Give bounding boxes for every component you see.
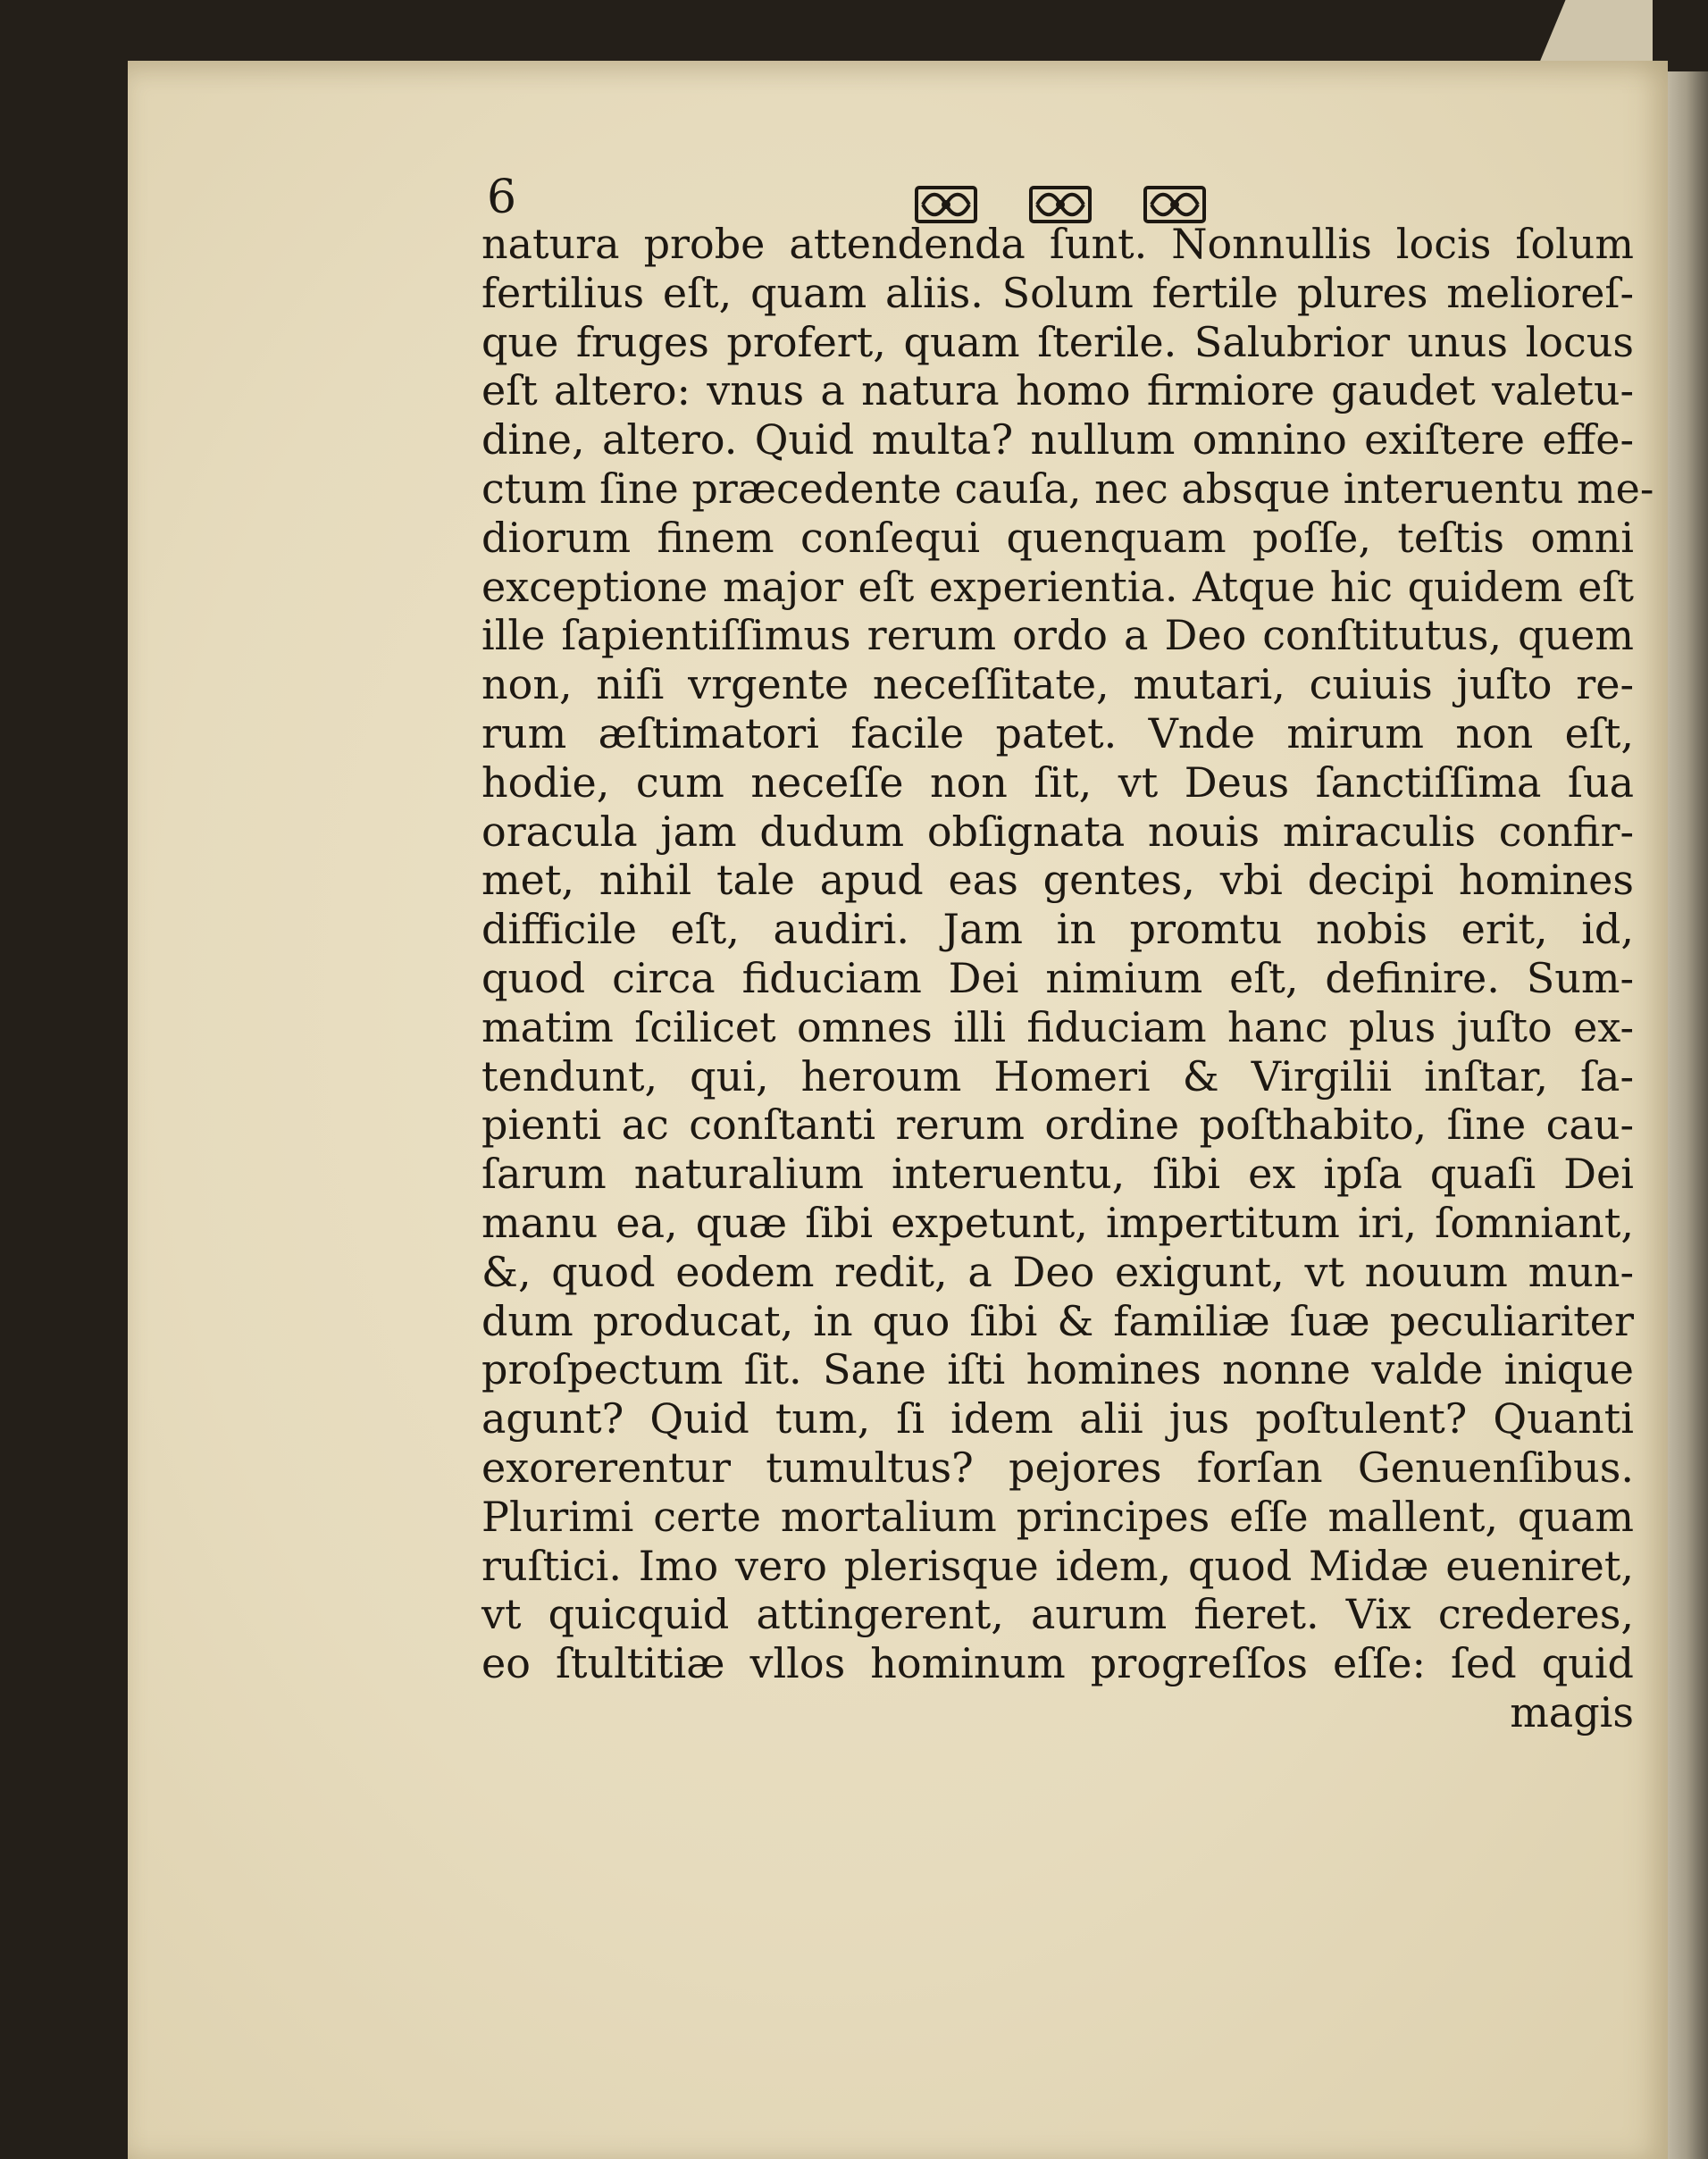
text-line: exceptione major eſt experientia. Atque hic quidem eſt [481,562,1634,611]
text-line: hodie, cum neceſſe non ſit, vt Deus ſanctiſſima ſua [481,757,1634,807]
text-line: ille ſapientiſſimus rerum ordo a Deo conſtitutus, quem [481,611,1634,660]
text-line: diorum finem conſequi quenquam poſſe, teſtis omni [481,513,1634,562]
text-line: dine, altero. Quid multa? nullum omnino exiſtere effe- [481,415,1634,464]
text-line: met, nihil tale apud eas gentes, vbi decipi homines [481,856,1634,905]
body-text [481,220,1654,1737]
text-line: agunt? Quid tum, ſi idem alii jus poſtulent? Quanti [481,1394,1634,1444]
text-line: exorerentur tumultus? pejores forſan Genuenſibus. [481,1443,1634,1492]
text-line: pienti ac conſtanti rerum ordine poſthabito, ſine cau- [481,1100,1634,1150]
text-line: vt quicquid attingerent, aurum fieret. Vix crederes, [481,1590,1634,1639]
catchword: magis [1510,1687,1634,1736]
page-number: 6 [487,171,517,224]
text-line: ſarum naturalium interuentu, ſibi ex ipſa quaſi Dei [481,1150,1634,1199]
page-header [128,61,1668,239]
text-line: fertilius eſt, quam aliis. Solum fertile plures melioreſ- [481,268,1634,317]
text-line: matim ſcilicet omnes illi fiduciam hanc plus juſto ex- [481,1002,1634,1051]
text-line: &, quod eodem redit, a Deo exigunt, vt nouum mun- [481,1247,1634,1296]
text-line: eo ſtultitiæ vllos hominum progreſſos eſſe: ſed quid [481,1639,1634,1688]
text-line: eſt altero: vnus a natura homo firmiore gaudet valetu- [481,366,1634,415]
book-page [128,61,1668,2159]
text-line: proſpectum ſit. Sane iſti homines nonne valde inique [481,1345,1634,1394]
text-line: ruſtici. Imo vero plerisque idem, quod Midæ eueniret, [481,1541,1634,1590]
text-line: non, niſi vrgente neceſſitate, mutari, cuiuis juſto re- [481,660,1634,709]
text-line: tendunt, qui, heroum Homeri & Virgilii inſtar, ſa- [481,1051,1634,1100]
text-line: rum æſtimatori facile patet. Vnde mirum non eſt, [481,708,1634,757]
text-line: natura probe attendenda ſunt. Nonnullis locis ſolum [481,220,1634,268]
text-line: difficile eſt, audiri. Jam in promtu nobis erit, id, [481,905,1634,954]
text-line: Plurimi certe mortalium principes eſſe mallent, quam [481,1492,1634,1541]
text-line: quod circa fiduciam Dei nimium eſt, definire. Sum- [481,953,1634,1002]
text-line: ctum ſine præcedente cauſa, nec absque interuentu me- [481,464,1654,513]
text-line: dum producat, in quo ſibi & familiæ ſuæ peculiariter [481,1296,1634,1345]
text-line: manu ea, quæ ſibi expetunt, impertitum iri, ſomniant, [481,1198,1634,1247]
text-line: oracula jam dudum obſignata nouis miraculis confir- [481,807,1634,856]
text-line: que fruges profert, quam ſterile. Salubrior unus locus [481,317,1634,366]
